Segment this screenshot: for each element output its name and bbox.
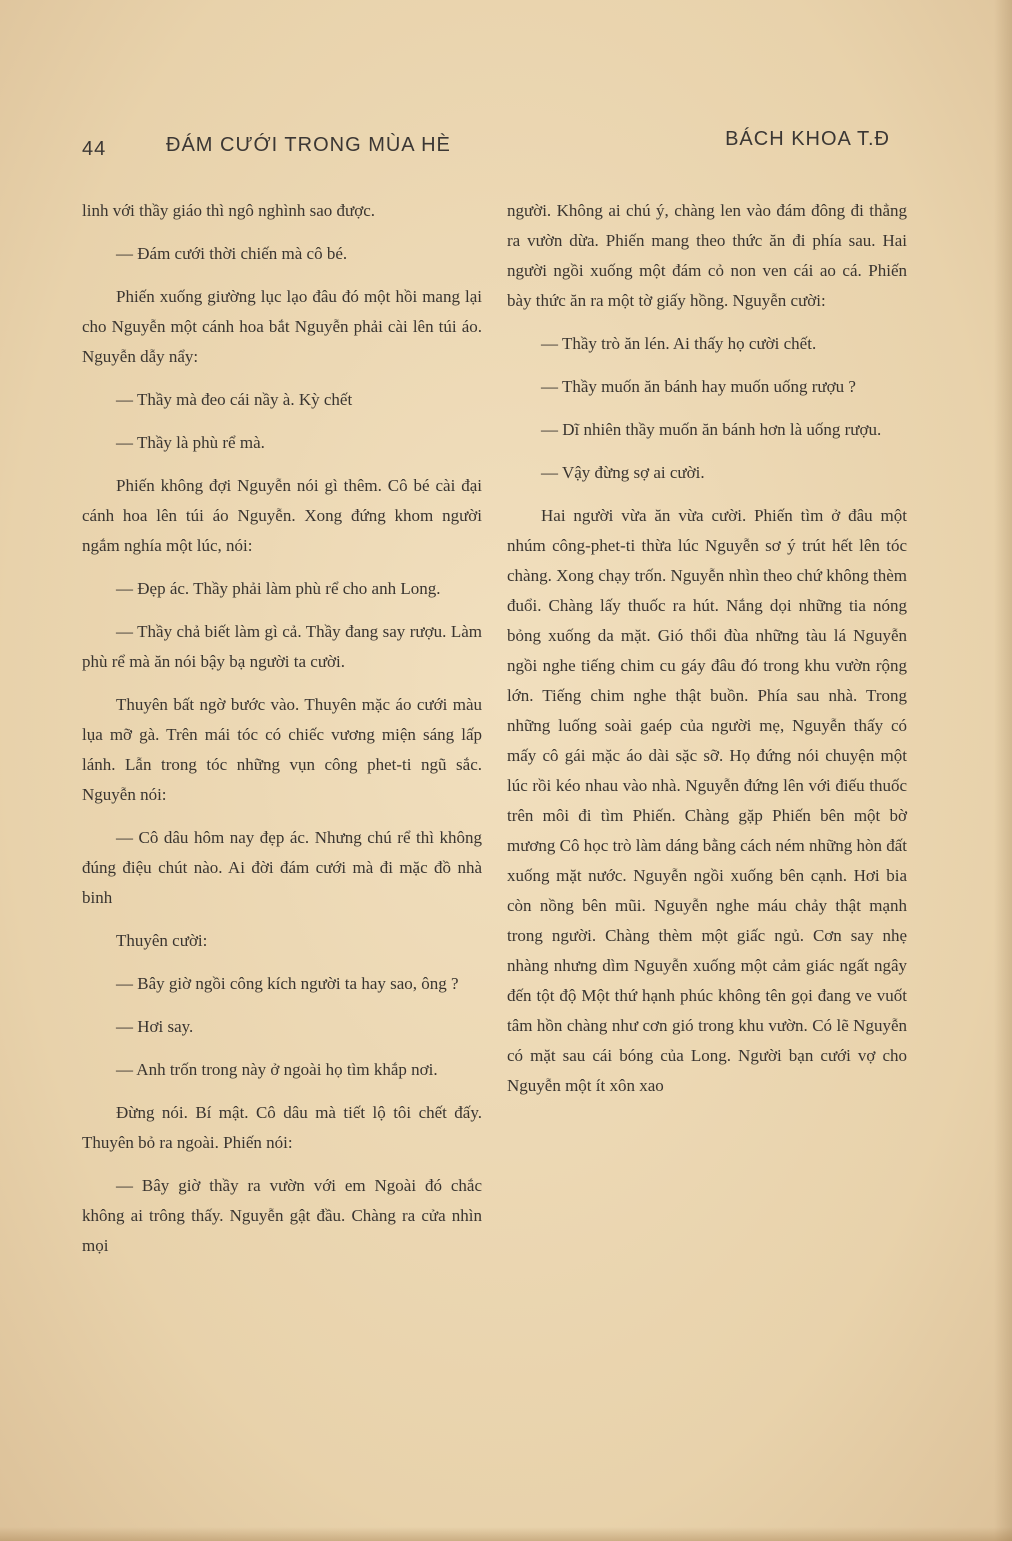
paragraph: Hai người vừa ăn vừa cười. Phiến tìm ở đâu một nhúm công-phet-ti thừa lúc Nguyễn sơ ý trút hết lên tóc chàng. Xong chạy trốn. Nguyễn nhìn theo chứ không thèm đuổi. Chàng lấy thuốc ra hút. Nắng dọi những tia nóng bỏng xuống da mặt. Gió thổi đùa những tàu lá Nguyễn ngồi nghe tiếng chim cu gáy đâu đó trong khu vườn rộng lớn. Tiếng chim nghe thật buồn. Phía sau nhà. Trong những luống soài gaép của người mẹ, Nguyễn thấy có mấy cô gái mặc áo dài sặc sỡ. Họ đứng nói chuyện một lúc rồi kéo nhau vào nhà. Nguyễn đứng lên với điếu thuốc trên môi đi tìm Phiến. Chàng gặp Phiến bên một bờ mương Cô học trò làm dáng bằng cách ném những hòn đất xuống mặt nước. Nguyễn ngồi xuống bên cạnh. Hơi bia còn nồng bên mũi. Nguyễn nghe máu chảy thật mạnh trong người. Chàng thèm một giấc ngủ. Cơn say nhẹ nhàng nhưng dìm Nguyễn xuống một cảm giác ngất ngây đến tột độ Một thứ hạnh phúc không tên gọi đang ve vuốt tâm hồn chàng như cơn gió trong khu vườn. Có lẽ Nguyễn có mặt sau cái bóng của Long. Người bạn cưới vợ cho Nguyễn một ít xôn xao [507, 506, 907, 1095]
paragraph: — Thầy mà đeo cái nầy à. Kỳ chết [116, 390, 353, 409]
running-header [78, 128, 890, 168]
paragraph: — Đám cưới thời chiến mà cô bé. [116, 244, 348, 263]
paragraph: — Vậy đừng sợ ai cười. [541, 463, 705, 482]
paragraph: người. Không ai chú ý, chàng len vào đám đông đi thẳng ra vườn dừa. Phiến mang theo thức ăn đi phía sau. Hai người ngồi xuống một đám cỏ non ven cái ao cá. Phiến bày thức ăn ra một tờ giấy hồng. Nguyễn cười: [507, 201, 907, 310]
article-title: ĐÁM CƯỚI TRONG MÙA HÈ [166, 134, 451, 156]
paragraph: — Dĩ nhiên thầy muốn ăn bánh hơn là uống rượu. [541, 420, 882, 439]
magazine-name: BÁCH KHOA T.Đ [725, 128, 890, 150]
page-bottom-edge [0, 1527, 1012, 1541]
paragraph: Đừng nói. Bí mật. Cô dâu mà tiết lộ tôi chết đấy. Thuyên bỏ ra ngoài. Phiến nói: [82, 1103, 482, 1152]
paragraph: Phiến xuống giường lục lạo đâu đó một hồi mang lại cho Nguyễn một cánh hoa bắt Nguyễn phải cài lên túi áo. Nguyễn dẫy nẩy: [82, 287, 482, 366]
paragraph: — Anh trốn trong này ở ngoài họ tìm khắp nơi. [116, 1060, 438, 1079]
page-number: 44 [82, 138, 107, 160]
paragraph: — Thầy muốn ăn bánh hay muốn uống rượu ? [541, 377, 856, 396]
left-column [82, 196, 482, 1274]
right-column [507, 196, 907, 1114]
paragraph: — Thầy trò ăn lén. Ai thấy họ cười chết. [541, 334, 817, 353]
paragraph: linh với thầy giáo thì ngô nghình sao được. [82, 201, 376, 220]
paragraph: — Hơi say. [116, 1017, 194, 1036]
paragraph: — Thầy là phù rể mà. [116, 433, 265, 452]
paragraph: — Cô dâu hôm nay đẹp ác. Nhưng chú rể thì không đúng điệu chút nào. Ai đời đám cưới mà đi mặc đồ nhà binh [82, 828, 482, 907]
paragraph: — Bây giờ thầy ra vườn với em Ngoài đó chắc không ai trông thấy. Nguyễn gật đầu. Chàng ra cửa nhìn mọi [82, 1176, 482, 1255]
paragraph: Phiến không đợi Nguyễn nói gì thêm. Cô bé cài đại cánh hoa lên túi áo Nguyễn. Xong đứng khom người ngắm nghía một lúc, nói: [82, 476, 482, 555]
paragraph: — Thầy chả biết làm gì cả. Thầy đang say rượu. Làm phù rể mà ăn nói bậy bạ người ta cười. [82, 622, 482, 671]
paragraph: — Đẹp ác. Thầy phải làm phù rể cho anh Long. [116, 579, 441, 598]
paragraph: Thuyên cười: [116, 931, 208, 950]
paragraph: — Bây giờ ngồi công kích người ta hay sao, ông ? [116, 974, 459, 993]
page-edge-shadow [994, 0, 1012, 1541]
paragraph: Thuyên bất ngờ bước vào. Thuyên mặc áo cưới màu lụa mỡ gà. Trên mái tóc có chiếc vương miện sáng lấp lánh. Lẫn trong tóc những vụn công phet-ti ngũ sắc. Nguyễn nói: [82, 695, 482, 804]
